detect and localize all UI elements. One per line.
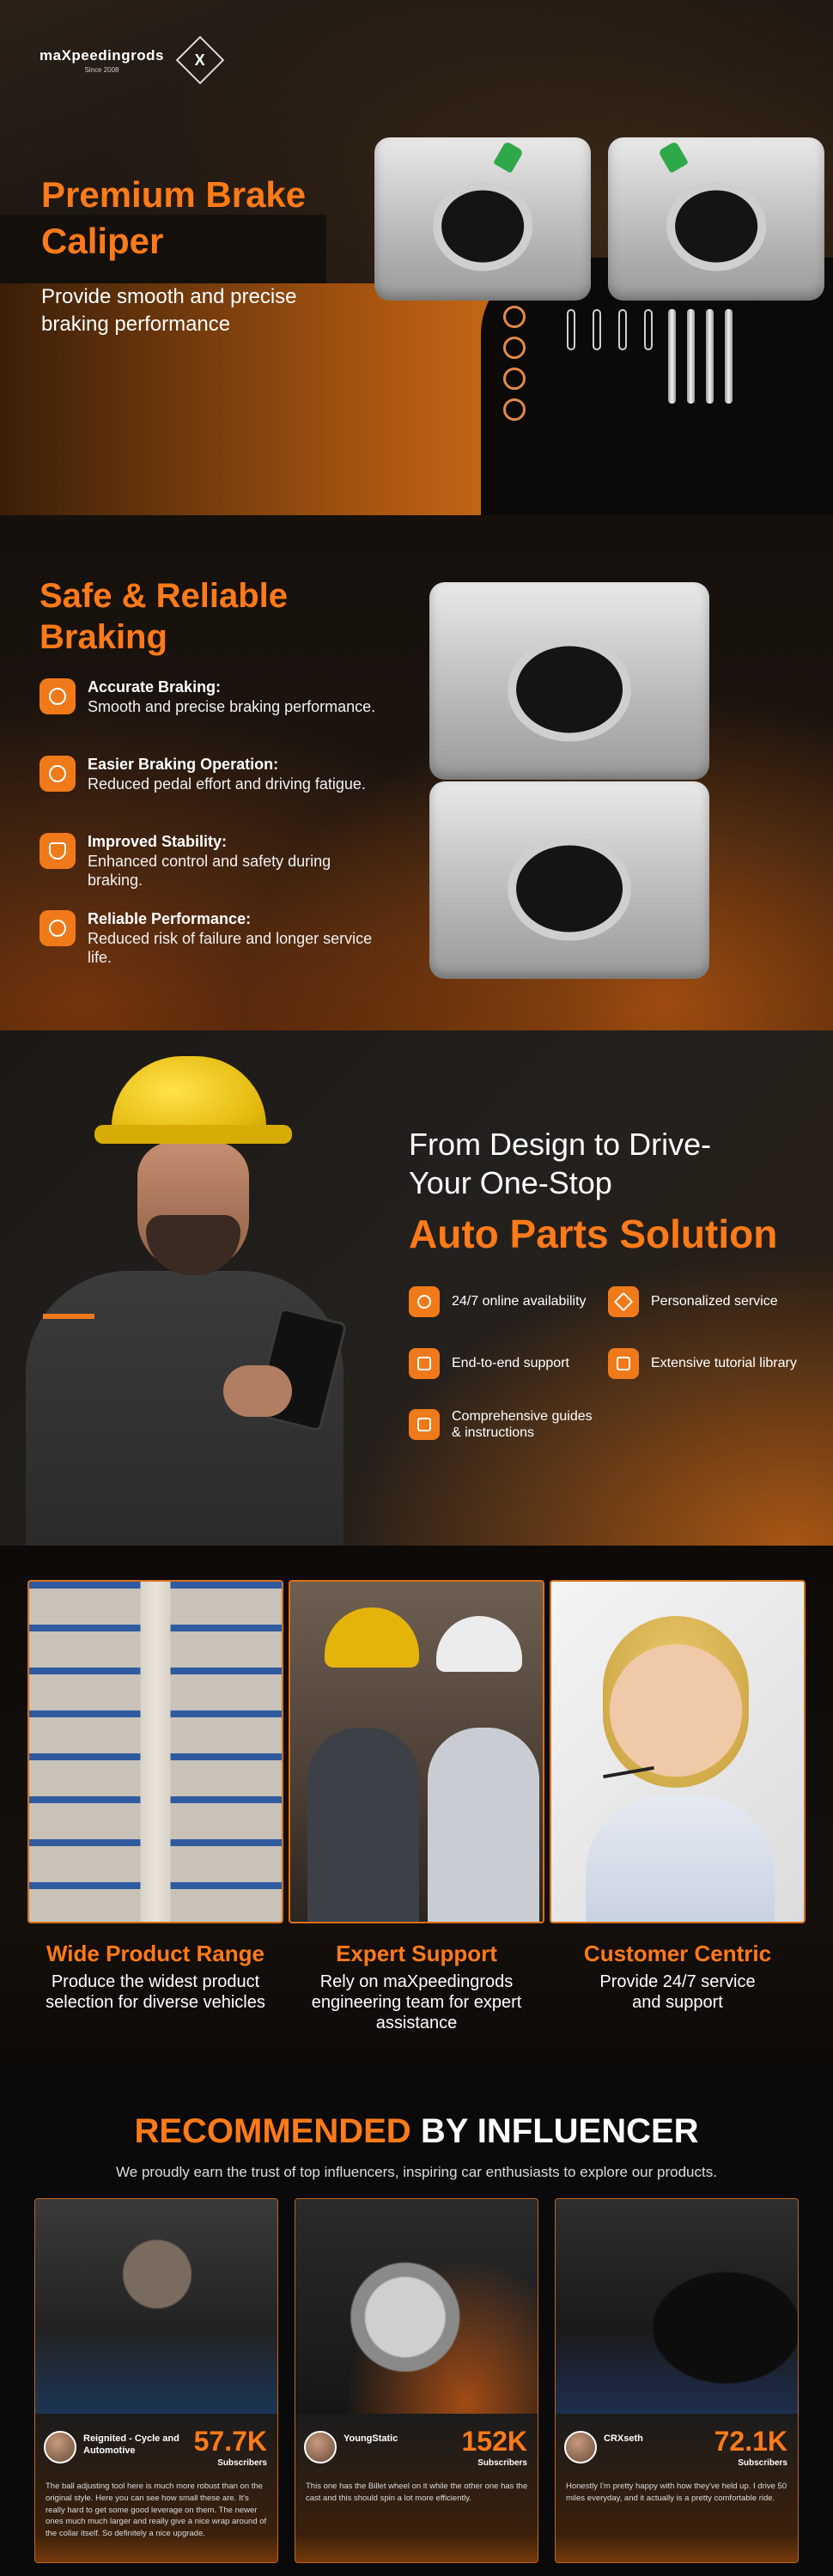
clip-icon	[644, 309, 653, 350]
feature-body: Reduced risk of failure and longer service life.	[88, 930, 373, 966]
library-icon	[608, 1348, 639, 1379]
feature-easier-braking	[40, 756, 383, 794]
feature-card-desc: Provide 24/7 service and support	[599, 1972, 756, 2012]
avatar	[304, 2431, 337, 2464]
service-label: Comprehensive guides & instructions	[452, 1409, 593, 1441]
service-online	[409, 1286, 587, 1317]
worker-beard	[146, 1215, 240, 1275]
seal-ring-icon	[503, 368, 526, 390]
x-badge-icon	[176, 36, 225, 85]
logo-since: Since 2008	[84, 65, 119, 74]
agent-shirt	[586, 1796, 775, 1923]
safe-title: Safe & Reliable Braking	[40, 577, 289, 656]
caliper-image-left	[374, 137, 591, 301]
feature-card-title: Wide Product Range	[46, 1941, 264, 1966]
worker-hand	[223, 1365, 292, 1417]
hard-hat-icon	[325, 1607, 419, 1668]
logo-wordmark: maXpeedingrods	[40, 46, 164, 64]
influencer-video-thumbnail[interactable]	[556, 2199, 799, 2414]
service-guides	[409, 1408, 598, 1441]
feature-body: Smooth and precise braking performance.	[88, 698, 376, 715]
headset-icon	[409, 1286, 440, 1317]
safe-braking-section	[0, 515, 833, 1030]
influencer-quote: This one has the Billet wheel on it while the other one has the cast and this should spin a lot more efficiently.	[306, 2482, 528, 2503]
avatar	[564, 2431, 597, 2464]
customer-support-photo	[550, 1580, 806, 1923]
hero-subtitle: Provide smooth and precise braking performance	[41, 285, 297, 337]
one-stop-section	[0, 1030, 833, 1546]
seal-ring-icon	[503, 306, 526, 328]
feature-improved-stability	[40, 833, 383, 890]
clip-icon	[593, 309, 601, 350]
caliper-image-bottom	[429, 781, 709, 979]
influencer-title	[0, 2112, 833, 2151]
subscriber-count: 152K	[461, 2426, 527, 2457]
influencer-meta	[556, 2414, 799, 2563]
influencer-title-rest: BY INFLUENCER	[420, 2112, 699, 2150]
seal-ring-icon	[503, 337, 526, 359]
warehouse-photo	[27, 1580, 283, 1923]
feature-heading: Accurate Braking:	[88, 678, 222, 696]
feature-card-desc: Produce the widest product selection for diverse vehicles	[46, 1972, 265, 2012]
badge-letter: X	[194, 51, 205, 69]
influencer-section	[0, 2061, 833, 2576]
influencer-quote: Honestly I'm pretty happy with how they've held up. I drive 50 miles everyday, and it actually is a pretty comfortable ride.	[566, 2482, 787, 2503]
hero-section	[0, 0, 833, 515]
guide-pin-icon	[687, 309, 695, 404]
jacket-stripe	[43, 1314, 94, 1319]
guide-pin-icon	[725, 309, 733, 404]
influencer-name: CRXseth	[604, 2433, 643, 2444]
service-end-to-end	[409, 1348, 569, 1379]
caliper-image-top	[429, 582, 709, 780]
engineer-figure	[307, 1728, 419, 1923]
clip-icon	[618, 309, 627, 350]
influencer-card[interactable]	[555, 2198, 799, 2563]
influencer-meta	[35, 2414, 278, 2563]
service-tutorials	[608, 1348, 797, 1379]
hard-hat-icon	[436, 1616, 522, 1672]
feature-heading: Reliable Performance:	[88, 910, 252, 927]
feature-body: Reduced pedal effort and driving fatigue.	[88, 775, 366, 793]
document-icon	[409, 1348, 440, 1379]
seal-ring-icon	[503, 398, 526, 421]
onestop-title-line2: Your One-Stop	[409, 1165, 612, 1200]
worker-photo	[17, 1056, 352, 1546]
service-personalized	[608, 1286, 778, 1317]
feature-body: Enhanced control and safety during braking.	[88, 853, 331, 889]
caliper-image-right	[608, 137, 824, 301]
target-icon	[40, 678, 76, 714]
subscriber-count: 57.7K	[193, 2426, 267, 2457]
feature-heading: Easier Braking Operation:	[88, 756, 279, 773]
feature-reliable-performance	[40, 910, 383, 967]
influencer-title-accent: RECOMMENDED	[134, 2112, 411, 2150]
guide-pin-icon	[668, 309, 676, 404]
hero-title: Premium Brake Caliper	[41, 174, 307, 261]
service-label: Personalized service	[651, 1294, 778, 1309]
agent-face	[603, 1616, 749, 1788]
shield-icon	[40, 833, 76, 869]
service-label: End-to-end support	[452, 1356, 569, 1371]
influencer-video-thumbnail[interactable]	[295, 2199, 538, 2414]
influencer-card[interactable]	[295, 2198, 538, 2563]
feature-card-title: Customer Centric	[583, 1941, 772, 1966]
brand-logo[interactable]	[40, 43, 217, 77]
star-icon	[608, 1286, 639, 1317]
influencer-name: Reignited - Cycle and Automotive	[83, 2433, 179, 2457]
steering-icon	[40, 756, 76, 792]
service-label: 24/7 online availability	[452, 1294, 587, 1309]
onestop-title-line1: From Design to Drive-	[409, 1127, 712, 1162]
influencer-quote: The ball adjusting tool here is much more robust than on the original style. Here you can see how small these are. It's really hard to get some good leverage on them. The newer ones much much larger and really give a nice wrap around of the collar itself. So definitely a nice upgrade.	[46, 2482, 267, 2539]
engineer-figure	[428, 1728, 539, 1923]
guide-pin-icon	[706, 309, 714, 404]
clip-icon	[567, 309, 575, 350]
influencer-name: YoungStatic	[344, 2433, 398, 2444]
avatar	[44, 2431, 76, 2464]
influencer-video-thumbnail[interactable]	[35, 2199, 278, 2414]
influencer-meta	[295, 2414, 538, 2563]
subscribers-label: Subscribers	[738, 2458, 787, 2468]
feature-card-desc: Rely on maXpeedingrods engineering team for expert assistance	[311, 1972, 522, 2032]
feature-heading: Improved Stability:	[88, 833, 228, 850]
subscribers-label: Subscribers	[477, 2458, 527, 2468]
subscriber-count: 72.1K	[714, 2426, 787, 2457]
hard-hat-brim	[94, 1125, 292, 1144]
guide-icon	[409, 1409, 440, 1440]
gauge-icon	[40, 910, 76, 946]
expert-support-photo	[289, 1580, 544, 1923]
onestop-title	[409, 1125, 812, 1202]
subscribers-label: Subscribers	[217, 2458, 267, 2468]
onestop-title-accent: Auto Parts Solution	[409, 1212, 778, 1256]
influencer-subtitle: We proudly earn the trust of top influencers, inspiring car enthusiasts to explore our products.	[116, 2164, 717, 2180]
influencer-card[interactable]	[34, 2198, 278, 2563]
features-section	[0, 1546, 833, 2061]
service-label: Extensive tutorial library	[651, 1356, 797, 1371]
feature-card-title: Expert Support	[336, 1941, 497, 1966]
feature-accurate-braking	[40, 678, 383, 717]
